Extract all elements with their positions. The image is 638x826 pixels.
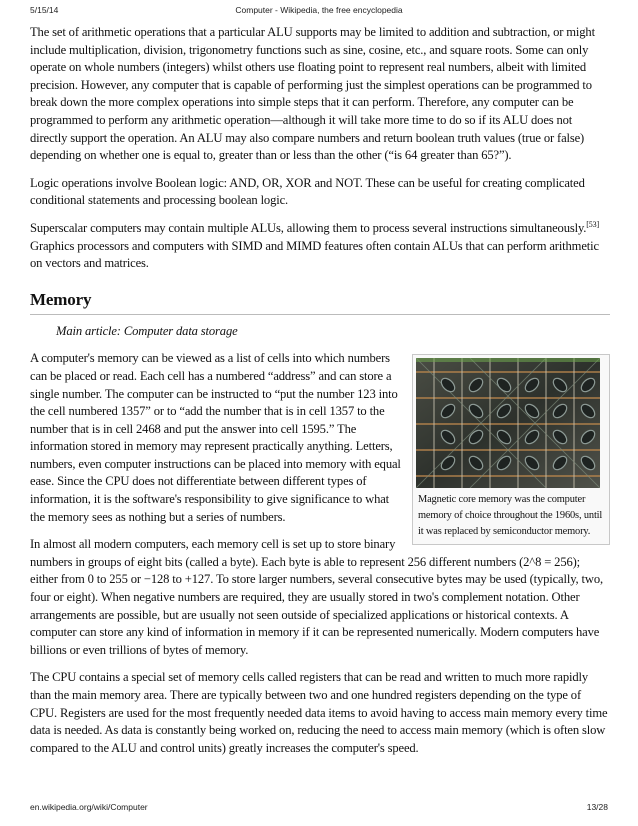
page-url: en.wikipedia.org/wiki/Computer	[30, 802, 148, 812]
section-heading-memory: Memory	[30, 289, 610, 315]
main-article-hatnote[interactable]: Main article: Computer data storage	[56, 323, 238, 338]
page-title: Computer - Wikipedia, the free encyclopedia	[235, 5, 403, 15]
print-date: 5/15/14	[30, 5, 59, 15]
page-number: 13/28	[586, 802, 608, 812]
superscalar-text-rest: Graphics processors and computers with SIMD and MIMD features often contain ALUs that can perform arithmetic on vectors and matrices.	[30, 238, 599, 271]
paragraph-superscalar	[30, 220, 610, 273]
page-header	[30, 5, 608, 19]
page-footer	[30, 802, 608, 814]
core-memory-illustration	[416, 358, 600, 488]
figure-core-memory	[412, 354, 610, 545]
superscalar-text: Superscalar computers may contain multiple ALUs, allowing them to process several instructions simultaneously.	[30, 220, 587, 235]
article-content	[30, 24, 610, 767]
core-memory-image[interactable]	[416, 358, 600, 488]
paragraph-logic-operations: Logic operations involve Boolean logic: AND, OR, XOR and NOT. These can be useful for creating complicated conditional statements and processing boolean logic.	[30, 175, 585, 208]
paragraph-memory-cells: A computer's memory can be viewed as a list of cells into which numbers can be placed or read. Each cell has a numbered “address” and can store a single number. The computer can be instructed to “put the number 123 into the cell numbered 1357” or to “add the number that is in cell 1357 to the number that is in cell 2468 and put the answer into cell 1595.” The information stored in memory may represent practically anything. Letters, numbers, even computer instructions can be placed into memory with equal ease. Since the CPU does not differentiate between different types of information, it is the software's responsibility to give significance to what the memory sees as nothing but a series of numbers.	[30, 351, 401, 524]
paragraph-alu-arithmetic: The set of arithmetic operations that a particular ALU supports may be limited to addition and subtraction, or might include multiplication, division, trigonometry functions such as sine, cosine, etc., and square roots. Some can only operate on whole numbers (integers) whilst others use floating point to represent real numbers, albeit with limited precision. However, any computer that is capable of performing just the simplest operations can be programmed to break down the more complex operations into simple steps that it can perform. Therefore, any computer can be programmed to perform any arithmetic operation—although it will take more time to do so if its ALU does not directly support the operation. An ALU may also compare numbers and return boolean truth values (true or false) depending on whether one is equal to, greater than or less than the other (“is 64 greater than 65?”).	[30, 25, 595, 163]
paragraph-registers: The CPU contains a special set of memory cells called registers that can be read and written to much more rapidly than the main memory area. There are typically between two and one hundred registers depending on the type of CPU. Registers are used for the most frequently needed data items to avoid having to access main memory every time data is needed. As data is constantly being worked on, reducing the need to access main memory (which is often slow compared to the ALU and control units) greatly increases the computer's speed.	[30, 670, 608, 755]
citation-link-53[interactable]: [53]	[586, 219, 600, 229]
paragraph-bytes: In almost all modern computers, each memory cell is set up to store binary numbers in groups of eight bits (called a byte). Each byte is able to represent 256 different numbers (2^8 = 256); either from 0 to 255 or −128 to +127. To store larger numbers, several consecutive bytes may be used (typically, two, four or eight). When negative numbers are required, they are usually stored in two's complement notation. Other arrangements are possible, but are usually not seen outside of specialized applications or historical contexts. A computer can store any kind of information in memory if it can be represented numerically. Modern computers have billions or even trillions of bytes of memory.	[30, 537, 603, 657]
figure-caption: Magnetic core memory was the computer memory of choice throughout the 1960s, until it was replaced by semiconductor memory.	[418, 494, 603, 537]
